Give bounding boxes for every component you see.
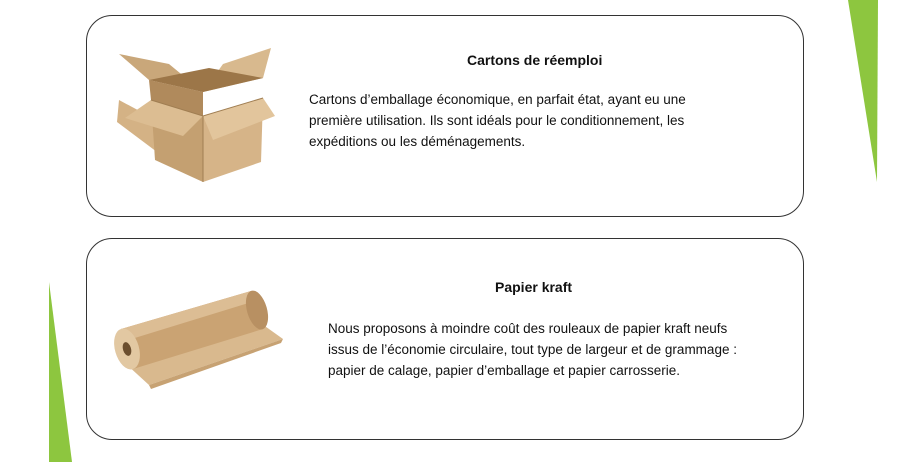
- cardboard-box-icon: [111, 42, 281, 187]
- product-card-cartons: [86, 15, 804, 217]
- product-description: Nous proposons à moindre coût des rouleaux de papier kraft neufs issus de l’économie circulaire, tout type de largeur et de grammage : papier de calage, papier d’emballage et papier carrosserie.: [328, 321, 737, 378]
- product-title: Papier kraft: [495, 279, 573, 295]
- product-title: Cartons de réemploi: [467, 52, 603, 68]
- green-accent-top-right: [846, 0, 880, 190]
- kraft-paper-roll-icon: [105, 285, 285, 395]
- green-accent-bottom-left: [46, 272, 78, 462]
- product-description: Cartons d’emballage économique, en parfait état, ayant eu une première utilisation. Ils sont idéals pour le conditionnement, les expéditions ou les déménagements.: [309, 92, 686, 149]
- product-card-papier-kraft: [86, 238, 804, 440]
